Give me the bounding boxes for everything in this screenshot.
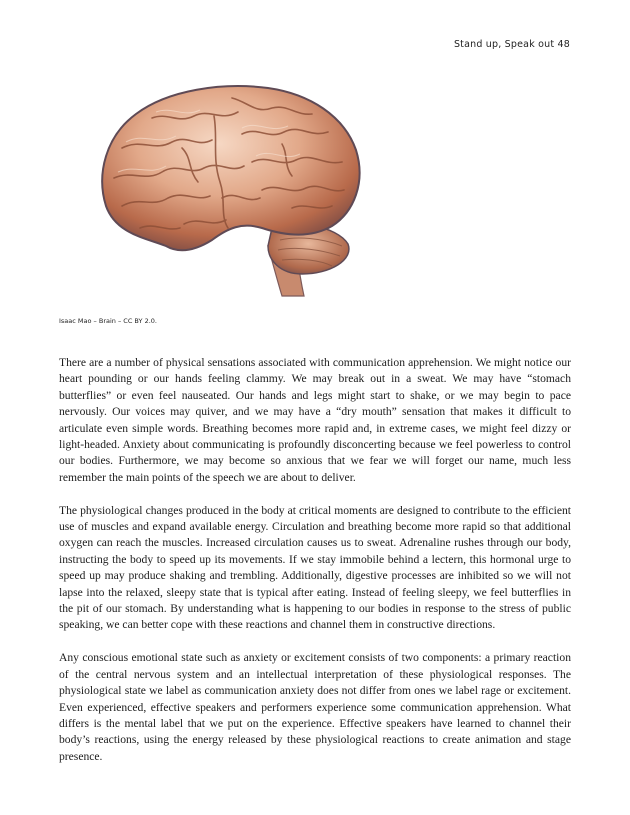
paragraph: The physiological changes produced in the body at critical moments are designed to contribute to the efficient use of muscles and expand available energy. Circulation and breathing become more rapid so that additional oxygen can reach the muscles. Increased circulation causes us to sweat. Adrenaline rushes through our body, instructing the body to speed up its movements. If we stay immobile behind a lectern, this hormonal urge to speed up may produce shaking and trembling. Additionally, digestive processes are inhibited so we will not lapse into the relaxed, sleepy state that is typical after eating. Instead of feeling sleepy, we feel butterflies in the pit of our stomach. By understanding what is happening to our bodies in response to the stress of public speaking, we can better cope with these reactions and channel them in constructive directions. — [59, 503, 571, 632]
figure-caption: Isaac Mao – Brain – CC BY 2.0. — [59, 317, 157, 325]
paragraph: Any conscious emotional state such as anxiety or excitement consists of two components: a primary reaction of the central nervous system and an intellectual interpretation of these physiological responses. The physiological state we label as communication anxiety does not differ from ones we label rage or excitement. Even experienced, effective speakers and performers experience some communication apprehension. What differs is the mental label that we put on the experience. Effective speakers have learned to channel their body’s reactions, using the energy released by these physiological reactions to create animation and stage presence. — [59, 651, 571, 763]
body-text — [59, 355, 571, 782]
brain-illustration — [92, 78, 364, 300]
paragraph: There are a number of physical sensations associated with communication apprehension. We might notice our heart pounding or our hands feeling clammy. We may break out in a sweat. We may have “stomach butterflies” or even feel nauseated. Our hands and legs might start to shake, or we may begin to pace nervously. Our voices may quiver, and we may have a “dry mouth” sensation that makes it difficult to articulate even simple words. Breathing becomes more rapid and, in extreme cases, we might feel dizzy or light-headed. Anxiety about communicating is profoundly disconcerting because we feel powerless to control our bodies. Furthermore, we may become so anxious that we fear we will forget our name, much less remember the main points of the speech we are about to deliver. — [59, 356, 571, 484]
running-head: Stand up, Speak out 48 — [453, 39, 570, 50]
